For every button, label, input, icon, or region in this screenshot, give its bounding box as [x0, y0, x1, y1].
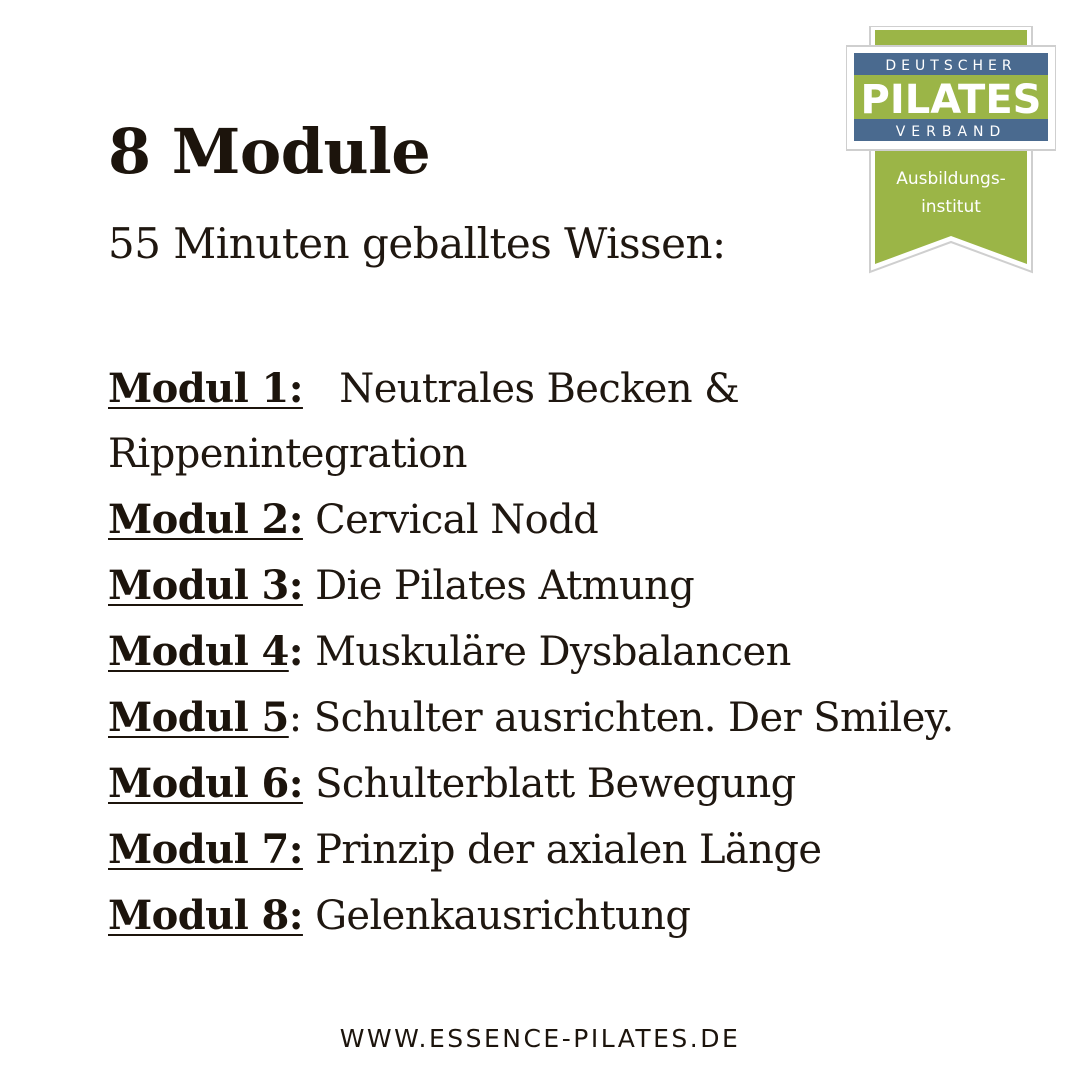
module-label: Modul 7:: [108, 826, 303, 873]
logo-ribbon-line2: institut: [921, 197, 981, 217]
module-label: Modul 3:: [108, 562, 303, 609]
deutscher-pilates-verband-logo: [846, 26, 1056, 276]
module-text: Schulter ausrichten. Der Smiley.: [313, 695, 954, 741]
module-label: Modul 6:: [108, 760, 303, 807]
page-title: 8 Module: [108, 115, 431, 188]
module-text: Neutrales Becken & Rippenintegration: [108, 366, 740, 477]
module-label: Modul 8:: [108, 892, 303, 939]
module-label: Modul 4: [108, 628, 289, 675]
page-subtitle: 55 Minuten geballtes Wissen:: [108, 219, 726, 268]
logo-ribbon-line1: Ausbildungs-: [896, 169, 1006, 189]
module-item-5: [108, 685, 1058, 751]
module-item-3: [108, 553, 1058, 619]
module-item-8: [108, 883, 1058, 949]
module-label: Modul 5: [108, 694, 289, 741]
module-item-7: [108, 817, 1058, 883]
module-separator: :: [288, 695, 302, 741]
module-item-2: [108, 487, 1058, 553]
module-text: Die Pilates Atmung: [315, 563, 695, 609]
module-text: Prinzip der axialen Länge: [315, 827, 822, 873]
module-text: Cervical Nodd: [315, 497, 599, 543]
module-item-4: [108, 619, 1058, 685]
logo-main-text: PILATES: [860, 77, 1042, 123]
module-item-6: [108, 751, 1058, 817]
module-label: Modul 1:: [108, 365, 303, 412]
logo-top-text: DEUTSCHER: [885, 58, 1017, 74]
website-url: WWW.ESSENCE-PILATES.DE: [339, 1024, 741, 1053]
module-label: Modul 2:: [108, 496, 303, 543]
module-item-1: [108, 356, 808, 487]
logo-bottom-text: VERBAND: [895, 124, 1007, 140]
logo-badge-graphic: [846, 26, 1056, 276]
module-separator: :: [288, 628, 303, 675]
module-text: Schulterblatt Bewegung: [315, 761, 796, 807]
module-list: [108, 356, 1058, 949]
module-text: Muskuläre Dysbalancen: [315, 629, 791, 675]
module-text: Gelenkausrichtung: [315, 893, 691, 939]
